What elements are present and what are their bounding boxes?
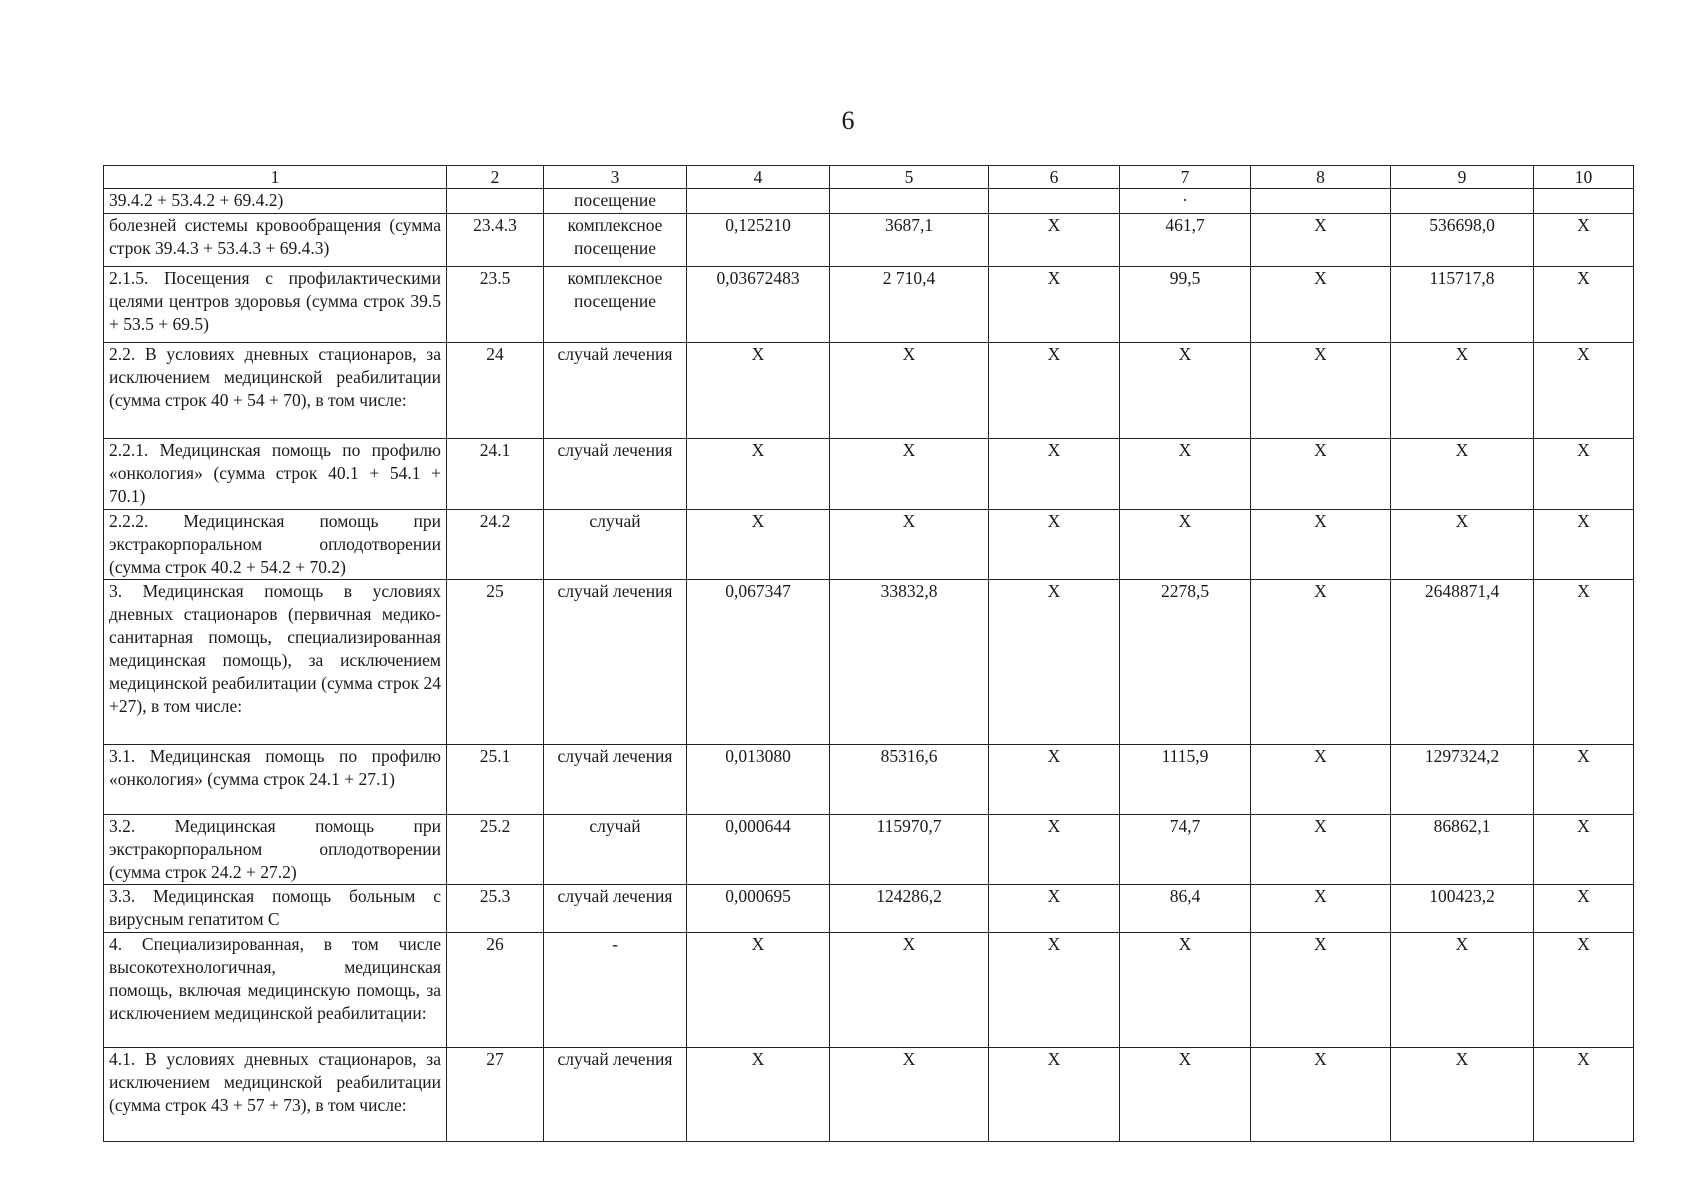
cell-col8: X xyxy=(1251,214,1391,267)
cell-col5: X xyxy=(830,1048,989,1142)
row-code: 23.5 xyxy=(447,267,544,343)
cell-col4: 0,000695 xyxy=(687,885,830,933)
row-unit: случай лечения xyxy=(544,885,687,933)
row-code: 24.2 xyxy=(447,510,544,580)
cell-col9: X xyxy=(1391,1048,1534,1142)
header-cell: 6 xyxy=(989,166,1120,189)
row-code: 25.1 xyxy=(447,745,544,815)
cell-col6: X xyxy=(989,815,1120,885)
row-name: 2.2.1. Медицинская помощь по профилю «онкология» (сумма строк 40.1 + 54.1 + 70.1) xyxy=(104,439,447,510)
table-row xyxy=(104,933,1634,1048)
cell-col9 xyxy=(1391,189,1534,214)
row-name: 3.3. Медицинская помощь больным с вирусным гепатитом С xyxy=(104,885,447,933)
cell-col5: X xyxy=(830,439,989,510)
cell-col4: X xyxy=(687,1048,830,1142)
cell-col8: X xyxy=(1251,439,1391,510)
row-name: 2.1.5. Посещения с профилактическими целями центров здоровья (сумма строк 39.5 + 53.5 + 69.5) xyxy=(104,267,447,343)
cell-col7: 99,5 xyxy=(1120,267,1251,343)
cell-col4: X xyxy=(687,439,830,510)
row-unit: - xyxy=(544,933,687,1048)
cell-col4: X xyxy=(687,510,830,580)
cell-col6: X xyxy=(989,745,1120,815)
cell-col4: X xyxy=(687,933,830,1048)
row-code: 24 xyxy=(447,343,544,439)
cell-col6: X xyxy=(989,933,1120,1048)
cell-col5: X xyxy=(830,933,989,1048)
cell-col6: X xyxy=(989,510,1120,580)
row-code: 25 xyxy=(447,580,544,745)
cell-col6: X xyxy=(989,1048,1120,1142)
row-unit: случай лечения xyxy=(544,580,687,745)
row-unit: посещение xyxy=(544,189,687,214)
table-row xyxy=(104,189,1634,214)
row-unit: комплексное посещение xyxy=(544,214,687,267)
cell-col5: 124286,2 xyxy=(830,885,989,933)
cell-col8: X xyxy=(1251,510,1391,580)
table-row xyxy=(104,214,1634,267)
cell-col4: 0,000644 xyxy=(687,815,830,885)
cell-col7: X xyxy=(1120,510,1251,580)
cell-col10: X xyxy=(1534,343,1634,439)
cell-col6: X xyxy=(989,439,1120,510)
row-code: 25.2 xyxy=(447,815,544,885)
header-cell: 10 xyxy=(1534,166,1634,189)
cell-col5: 3687,1 xyxy=(830,214,989,267)
row-code: 24.1 xyxy=(447,439,544,510)
cell-col7: 461,7 xyxy=(1120,214,1251,267)
row-name: 39.4.2 + 53.4.2 + 69.4.2) xyxy=(104,189,447,214)
row-name: 4. Специализированная, в том числе высокотехнологичная, медицинская помощь, включая медицинскую помощь, за исключением медицинской реабилитации: xyxy=(104,933,447,1048)
row-unit: случай лечения xyxy=(544,745,687,815)
cell-col5: 115970,7 xyxy=(830,815,989,885)
cell-col8: X xyxy=(1251,885,1391,933)
cell-col9: X xyxy=(1391,933,1534,1048)
cell-col5: 33832,8 xyxy=(830,580,989,745)
cell-col6: X xyxy=(989,343,1120,439)
row-name: болезней системы кровообращения (сумма строк 39.4.3 + 53.4.3 + 69.4.3) xyxy=(104,214,447,267)
header-cell: 3 xyxy=(544,166,687,189)
data-table xyxy=(103,165,1634,1142)
header-cell: 1 xyxy=(104,166,447,189)
cell-col7: X xyxy=(1120,439,1251,510)
cell-col10 xyxy=(1534,189,1634,214)
cell-col5: X xyxy=(830,343,989,439)
cell-col7: 2278,5 xyxy=(1120,580,1251,745)
cell-col9: 1297324,2 xyxy=(1391,745,1534,815)
cell-col10: X xyxy=(1534,510,1634,580)
cell-col6: X xyxy=(989,267,1120,343)
table-row xyxy=(104,510,1634,580)
header-cell: 7 xyxy=(1120,166,1251,189)
cell-col4: 0,067347 xyxy=(687,580,830,745)
cell-col6: X xyxy=(989,885,1120,933)
cell-col5: 85316,6 xyxy=(830,745,989,815)
header-cell: 2 xyxy=(447,166,544,189)
table-row xyxy=(104,815,1634,885)
table-row xyxy=(104,343,1634,439)
cell-col9: 115717,8 xyxy=(1391,267,1534,343)
row-name: 3.1. Медицинская помощь по профилю «онкология» (сумма строк 24.1 + 27.1) xyxy=(104,745,447,815)
cell-col7: X xyxy=(1120,933,1251,1048)
table-row xyxy=(104,745,1634,815)
cell-col10: X xyxy=(1534,267,1634,343)
row-name: 3.2. Медицинская помощь при экстракорпоральном оплодотворении (сумма строк 24.2 + 27.2) xyxy=(104,815,447,885)
row-unit: случай xyxy=(544,815,687,885)
cell-col4: 0,03672483 xyxy=(687,267,830,343)
header-row xyxy=(104,166,1634,189)
row-name: 3. Медицинская помощь в условиях дневных стационаров (первичная медико-санитарная помощь, специализированная медицинская помощь), за исключением медицинской реабилитации (сумма строк 24 +27), в том числе: xyxy=(104,580,447,745)
cell-col7: 1115,9 xyxy=(1120,745,1251,815)
table-row xyxy=(104,580,1634,745)
cell-col9: X xyxy=(1391,343,1534,439)
cell-col7: 74,7 xyxy=(1120,815,1251,885)
cell-col9: 86862,1 xyxy=(1391,815,1534,885)
row-name: 2.2.2. Медицинская помощь при экстракорпоральном оплодотворении (сумма строк 40.2 + 54.2 + 70.2) xyxy=(104,510,447,580)
row-name: 4.1. В условиях дневных стационаров, за исключением медицинской реабилитации (сумма строк 43 + 57 + 73), в том числе: xyxy=(104,1048,447,1142)
cell-col10: X xyxy=(1534,885,1634,933)
cell-col8: X xyxy=(1251,580,1391,745)
row-code xyxy=(447,189,544,214)
cell-col4: X xyxy=(687,343,830,439)
cell-col4: 0,125210 xyxy=(687,214,830,267)
row-unit: случай лечения xyxy=(544,439,687,510)
header-cell: 9 xyxy=(1391,166,1534,189)
cell-col10: X xyxy=(1534,214,1634,267)
row-unit: комплексное посещение xyxy=(544,267,687,343)
cell-col7: 86,4 xyxy=(1120,885,1251,933)
cell-col9: X xyxy=(1391,439,1534,510)
cell-col8: X xyxy=(1251,267,1391,343)
row-unit: случай лечения xyxy=(544,343,687,439)
cell-col6 xyxy=(989,189,1120,214)
row-code: 25.3 xyxy=(447,885,544,933)
row-code: 27 xyxy=(447,1048,544,1142)
page-number: 6 xyxy=(841,106,855,135)
cell-col5: 2 710,4 xyxy=(830,267,989,343)
cell-col8 xyxy=(1251,189,1391,214)
cell-col10: X xyxy=(1534,745,1634,815)
cell-col8: X xyxy=(1251,933,1391,1048)
cell-col7: X xyxy=(1120,1048,1251,1142)
table-row xyxy=(104,267,1634,343)
row-name: 2.2. В условиях дневных стационаров, за исключением медицинской реабилитации (сумма строк 40 + 54 + 70), в том числе: xyxy=(104,343,447,439)
cell-col4 xyxy=(687,189,830,214)
cell-col6: X xyxy=(989,214,1120,267)
header-cell: 4 xyxy=(687,166,830,189)
cell-col10: X xyxy=(1534,815,1634,885)
cell-col10: X xyxy=(1534,1048,1634,1142)
row-code: 23.4.3 xyxy=(447,214,544,267)
row-unit: случай лечения xyxy=(544,1048,687,1142)
cell-col6: X xyxy=(989,580,1120,745)
cell-col8: X xyxy=(1251,745,1391,815)
header-cell: 5 xyxy=(830,166,989,189)
table-row xyxy=(104,885,1634,933)
cell-col9: 536698,0 xyxy=(1391,214,1534,267)
header-cell: 8 xyxy=(1251,166,1391,189)
row-unit: случай xyxy=(544,510,687,580)
cell-col9: X xyxy=(1391,510,1534,580)
cell-col9: 100423,2 xyxy=(1391,885,1534,933)
cell-col7: X xyxy=(1120,343,1251,439)
table-row xyxy=(104,1048,1634,1142)
cell-col4: 0,013080 xyxy=(687,745,830,815)
cell-col9: 2648871,4 xyxy=(1391,580,1534,745)
cell-col5 xyxy=(830,189,989,214)
cell-col7: · xyxy=(1120,189,1251,214)
cell-col8: X xyxy=(1251,343,1391,439)
cell-col5: X xyxy=(830,510,989,580)
cell-col10: X xyxy=(1534,580,1634,745)
table-row xyxy=(104,439,1634,510)
row-code: 26 xyxy=(447,933,544,1048)
cell-col10: X xyxy=(1534,439,1634,510)
cell-col8: X xyxy=(1251,1048,1391,1142)
cell-col8: X xyxy=(1251,815,1391,885)
cell-col10: X xyxy=(1534,933,1634,1048)
